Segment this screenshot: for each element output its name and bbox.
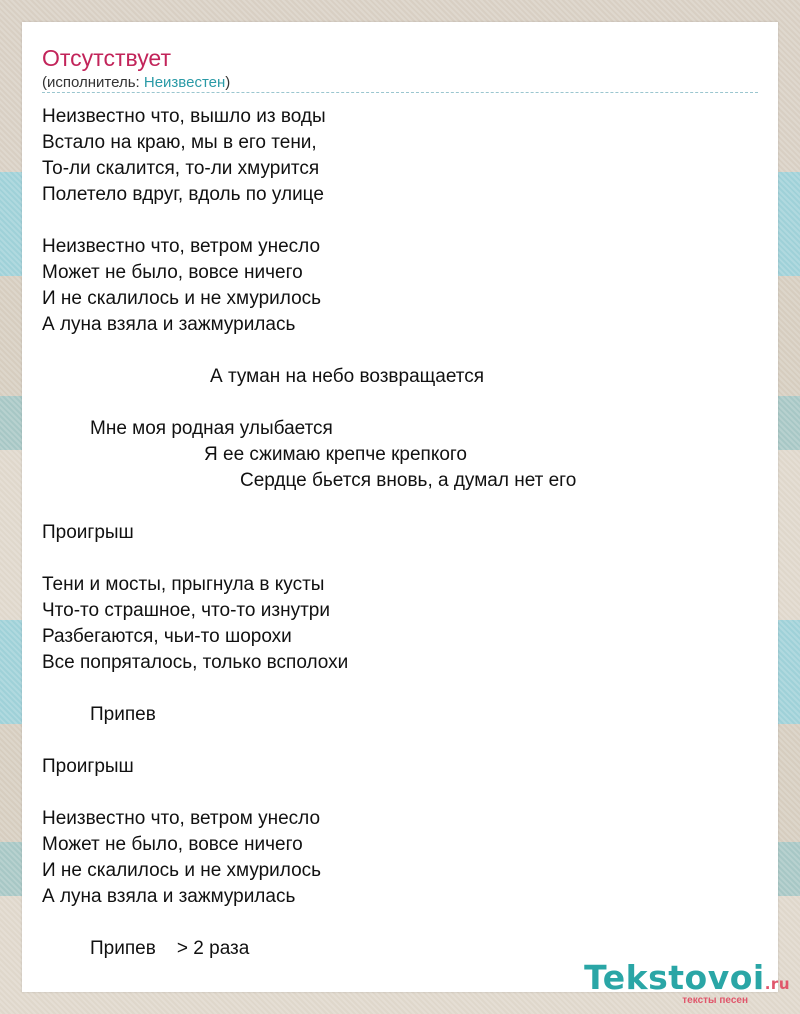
- lyric-line: [42, 338, 758, 364]
- site-logo[interactable]: [584, 958, 790, 1006]
- lyric-line: [42, 546, 758, 572]
- logo-name: Tekstovoi: [584, 958, 765, 997]
- lyric-line: [42, 780, 758, 806]
- lyric-line: Тени и мосты, прыгнула в кусты: [42, 574, 325, 595]
- lyric-line: А туман на небо возвращается: [210, 366, 485, 387]
- logo-tagline: тексты песен: [682, 995, 748, 1006]
- lyric-line: То-ли скалится, то-ли хмурится: [42, 158, 320, 179]
- logo-tld: .ru: [764, 975, 790, 993]
- lyric-line: Мне моя родная улыбается: [90, 418, 333, 439]
- lyric-line: Что-то страшное, что-то изнутри: [42, 600, 330, 621]
- title-divider: [42, 92, 758, 93]
- lyric-line: Неизвестно что, вышло из воды: [42, 106, 326, 127]
- lyric-line: Может не было, вовсе ничего: [42, 834, 303, 855]
- artist-link[interactable]: Неизвестен: [143, 74, 226, 91]
- lyric-line: И не скалилось и не хмурилось: [42, 288, 322, 309]
- lyric-line: Проигрыш: [42, 756, 134, 777]
- lyric-line: [42, 910, 758, 936]
- lyric-line: [42, 494, 758, 520]
- lyric-line: [42, 390, 758, 416]
- lyric-line: Может не было, вовсе ничего: [42, 262, 303, 283]
- lyric-line: [42, 208, 758, 234]
- lyric-line: Неизвестно что, ветром унесло: [42, 236, 321, 257]
- artist-prefix: (исполнитель:: [42, 74, 144, 91]
- lyric-line: [42, 728, 758, 754]
- lyric-line: Проигрыш: [42, 522, 134, 543]
- lyric-line: [42, 676, 758, 702]
- artist-line: [42, 74, 230, 92]
- lyric-line: И не скалилось и не хмурилось: [42, 860, 322, 881]
- lyric-line: А луна взяла и зажмурилась: [42, 314, 296, 335]
- lyric-line: Все попряталось, только всполохи: [42, 652, 349, 673]
- song-title: Отсутствует: [42, 45, 171, 71]
- lyric-line: Полетело вдруг, вдоль по улице: [42, 184, 324, 205]
- lyric-line: Я ее сжимаю крепче крепкого: [204, 444, 467, 465]
- lyric-line: Припев: [90, 704, 156, 725]
- lyric-line: Встало на краю, мы в его тени,: [42, 132, 317, 153]
- lyric-line: Сердце бьется вновь, а думал нет его: [240, 470, 577, 491]
- artist-suffix: ): [225, 74, 231, 91]
- lyric-line: А луна взяла и зажмурилась: [42, 886, 296, 907]
- lyric-line: Разбегаются, чьи-то шорохи: [42, 626, 292, 647]
- lyrics-text: [42, 104, 758, 962]
- lyric-line: Неизвестно что, ветром унесло: [42, 808, 321, 829]
- lyrics-card: [22, 22, 778, 992]
- lyric-line: Припев > 2 раза: [90, 938, 250, 959]
